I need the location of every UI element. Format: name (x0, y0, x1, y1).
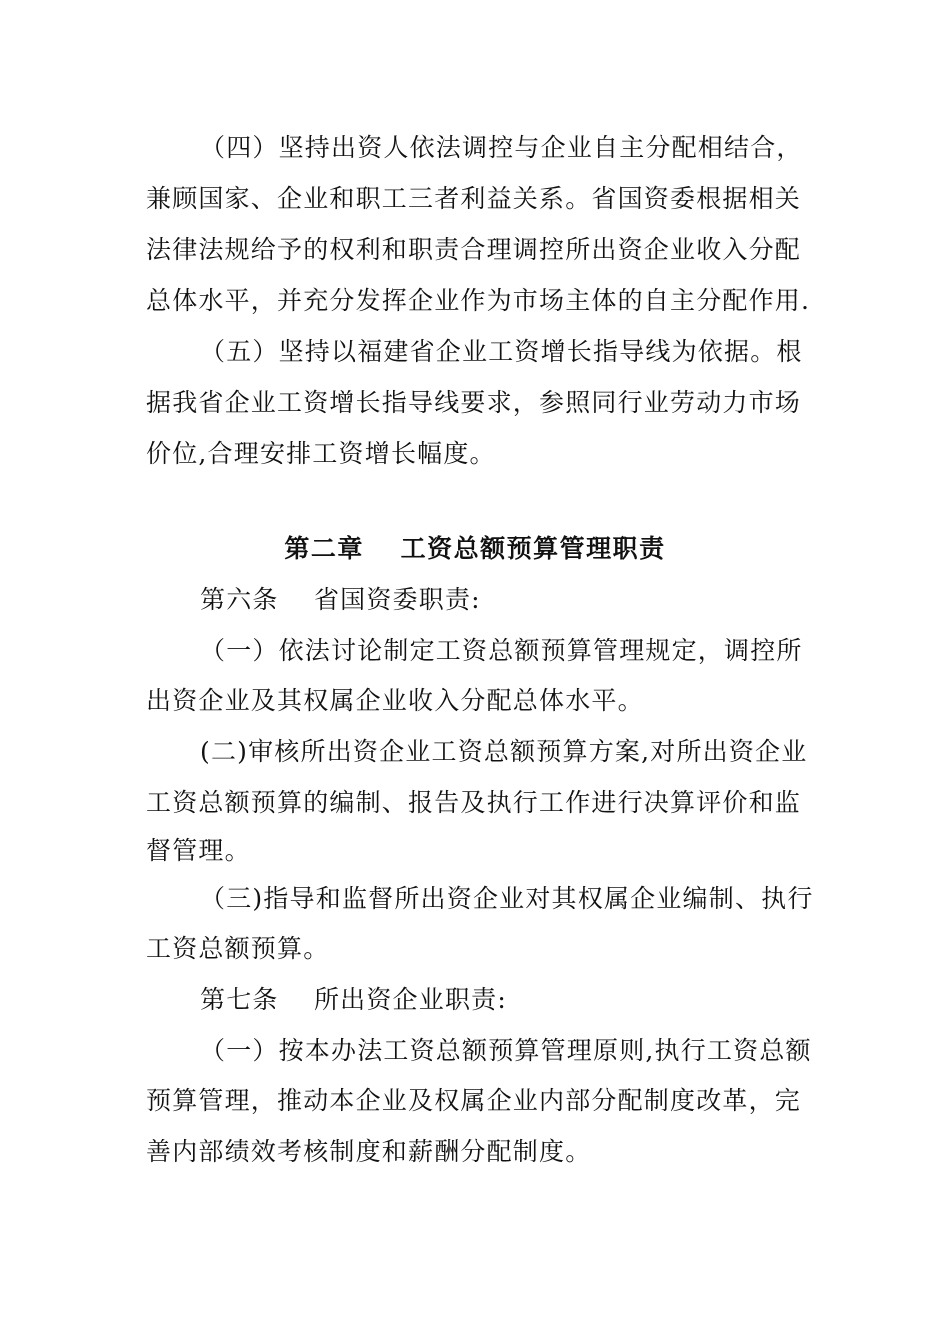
article-title: 第六条 省国资委职责: (200, 585, 481, 614)
paragraph-line: （一）按本办法工资总额预算管理原则,执行工资总额 (200, 1036, 812, 1065)
article-title: 第七条 所出资企业职责: (200, 985, 507, 1014)
paragraph-line: 预算管理，推动本企业及权属企业内部分配制度改革，完 (146, 1086, 802, 1115)
paragraph-line: 善内部绩效考核制度和薪酬分配制度。 (146, 1137, 592, 1166)
paragraph-line: 兼顾国家、企业和职工三者利益关系。省国资委根据相关 (146, 184, 802, 213)
paragraph-line: （四）坚持出资人依法调控与企业自主分配相结合， (200, 133, 803, 162)
paragraph-line: （五）坚持以福建省企业工资增长指导线为依据。根 (200, 337, 803, 366)
paragraph-line: 工资总额预算。 (146, 934, 330, 963)
paragraph-line: (二)审核所出资企业工资总额预算方案,对所出资企业 (200, 737, 808, 766)
paragraph-line: （一）依法讨论制定工资总额预算管理规定，调控所 (200, 636, 803, 665)
paragraph-line: 总体水平，并充分发挥企业作为市场主体的自主分配作用. (146, 286, 811, 315)
paragraph-line: 法律法规给予的权利和职责合理调控所出资企业收入分配 (146, 235, 802, 264)
chapter-heading: 第二章 工资总额预算管理职责 (284, 534, 666, 563)
paragraph-line: 督管理。 (146, 836, 251, 865)
paragraph-line: 出资企业及其权属企业收入分配总体水平。 (146, 686, 644, 715)
paragraph-line: 工资总额预算的编制、报告及执行工作进行决算评价和监 (146, 788, 802, 817)
paragraph-line: 价位,合理安排工资增长幅度。 (146, 439, 496, 468)
paragraph-line: 据我省企业工资增长指导线要求，参照同行业劳动力市场 (146, 388, 802, 417)
paragraph-line: （三)指导和监督所出资企业对其权属企业编制、执行 (200, 884, 814, 913)
